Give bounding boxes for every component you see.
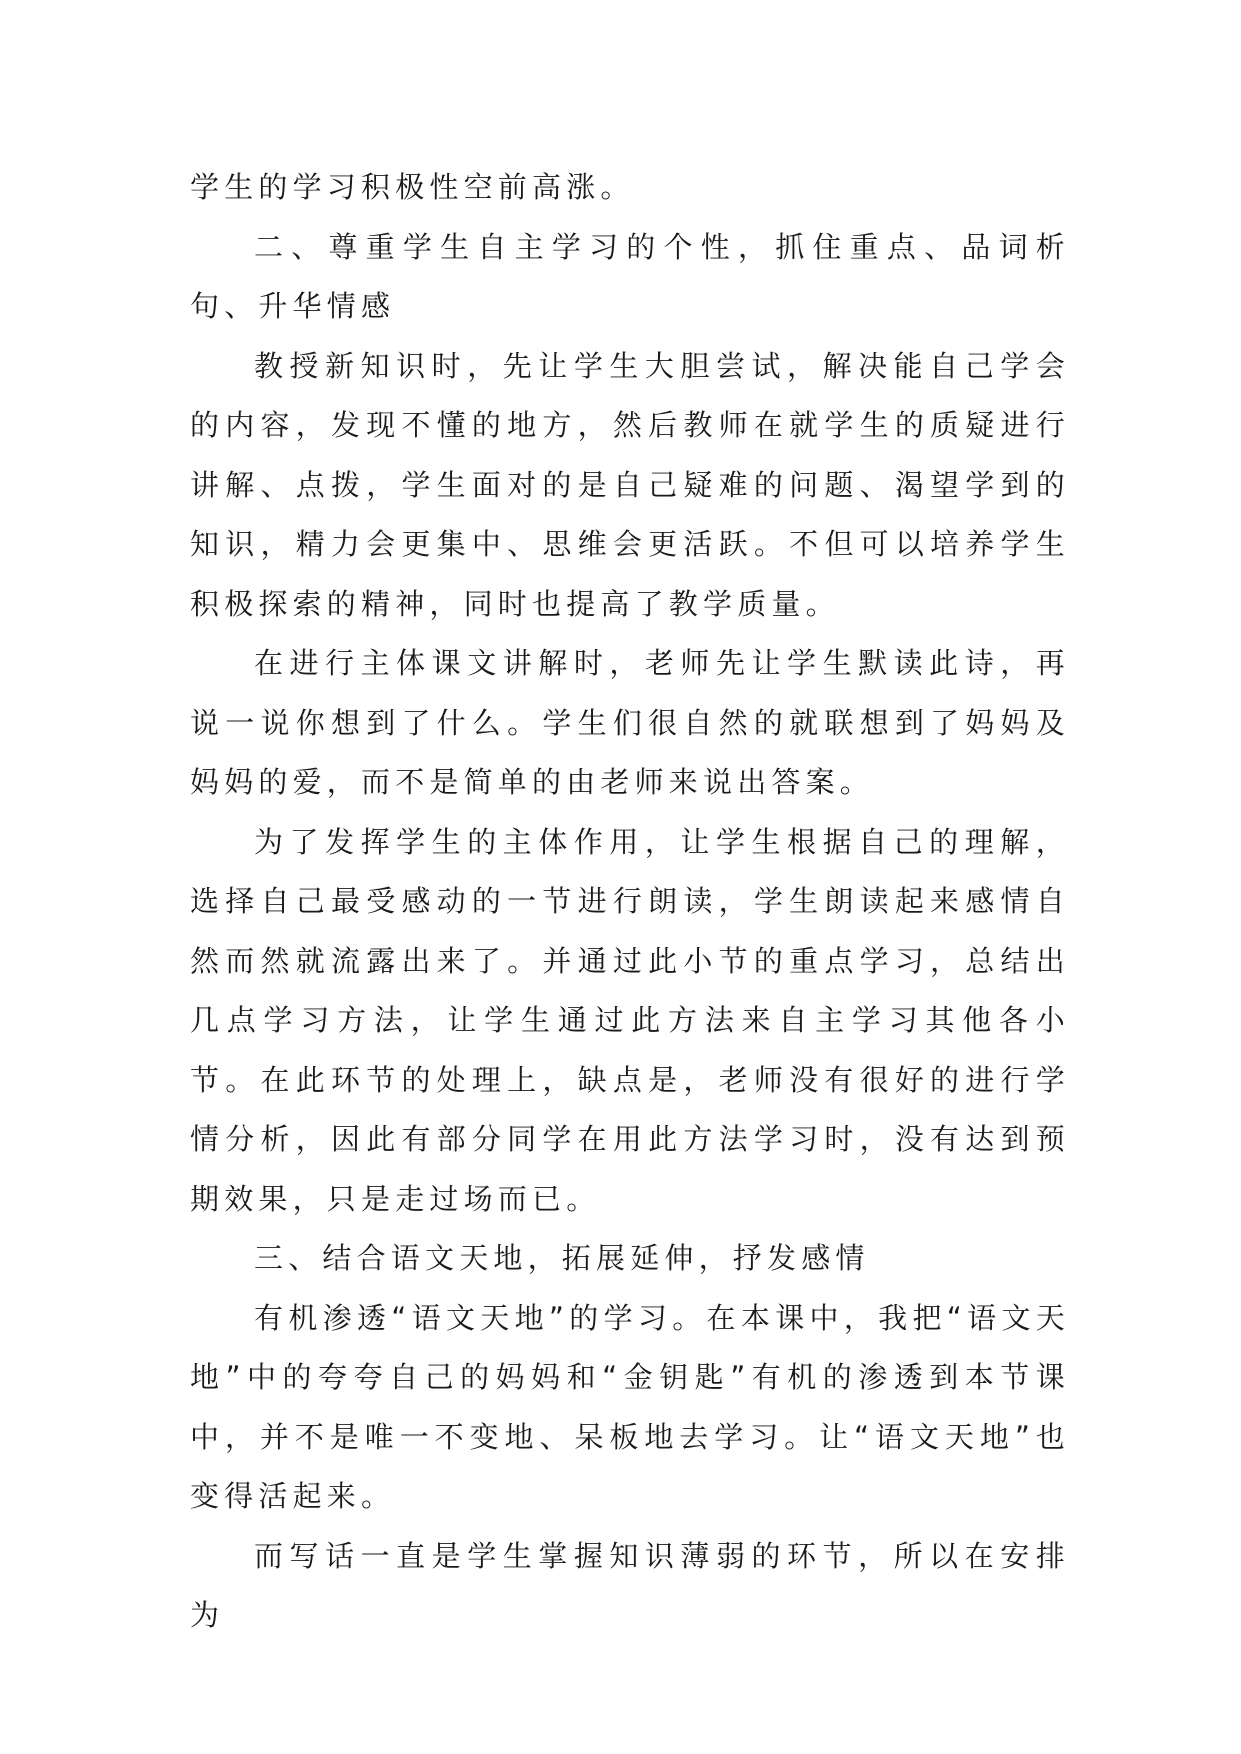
paragraph: 教授新知识时，先让学生大胆尝试，解决能自己学会的内容，发现不懂的地方，然后教师在就学生的质疑进行讲解、点拨，学生面对的是自己疑难的问题、渴望学到的知识，精力会更集中、思维会更活跃。不但可以培养学生积极探索的精神，同时也提高了教学质量。 [190,348,1070,621]
section-heading-3: 三、结合语文天地，拓展延伸，抒发感情 [254,1241,870,1275]
section-heading-2: 二、尊重学生自主学习的个性，抓住重点、品词析句、升华情感 [190,229,1070,323]
paragraph: 在进行主体课文讲解时，老师先让学生默读此诗，再说一说你想到了什么。学生们很自然的就联想到了妈妈及妈妈的爱，而不是简单的由老师来说出答案。 [190,646,1070,799]
paragraph: 有机渗透“语文天地”的学习。在本课中，我把“语文天地”中的夸夸自己的妈妈和“金钥匙”有机的渗透到本节课中，并不是唯一不变地、呆板地去学习。让“语文天地”也变得活起来。 [190,1300,1070,1513]
paragraph: 为了发挥学生的主体作用，让学生根据自己的理解，选择自己最受感动的一节进行朗读，学生朗读起来感情自然而然就流露出来了。并通过此小节的重点学习，总结出几点学习方法，让学生通过此方法来自主学习其他各小节。在此环节的处理上，缺点是，老师没有很好的进行学情分析，因此有部分同学在用此方法学习时，没有达到预期效果，只是走过场而已。 [190,824,1070,1216]
paragraph: 而写话一直是学生掌握知识薄弱的环节，所以在安排为 [190,1538,1070,1632]
paragraph-continuation: 学生的学习积极性空前高涨。 [190,170,635,204]
body-text [190,158,1070,1646]
